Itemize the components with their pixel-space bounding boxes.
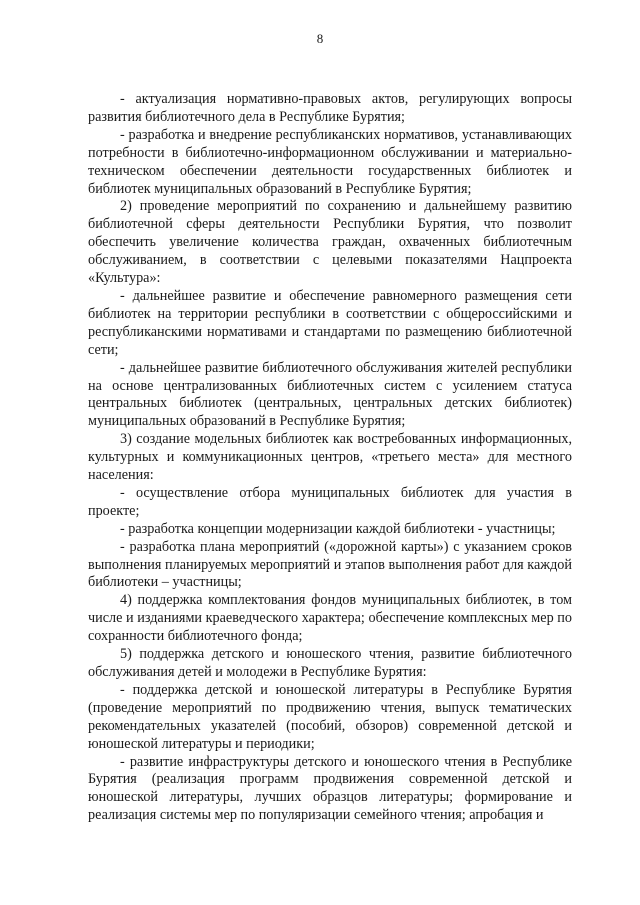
paragraph: - разработка плана мероприятий («дорожной карты») с указанием сроков выполнения планируемых мероприятий и этапов выполнения работ для каждой библиотеки – участницы;	[88, 538, 572, 591]
paragraph: - дальнейшее развитие и обеспечение равномерного размещения сети библиотек на территории республики в соответствии с общероссийскими и республиканскими нормативами и стандартами по размещению библиотечной сети;	[88, 287, 572, 358]
paragraph: 2) проведение мероприятий по сохранению и дальнейшему развитию библиотечной сферы деятельности Республики Бурятия, что позволит обеспечить увеличение количества граждан, охваченных библиотечным обслуживанием, в соответствии с целевыми показателями Нацпроекта «Культура»:	[88, 198, 572, 287]
paragraph: - дальнейшее развитие библиотечного обслуживания жителей республики на основе централизованных библиотечных систем с усилением статуса центральных библиотек (центральных, центральных детских библиотек) муниципальных образований в Республике Бурятия;	[88, 359, 572, 430]
paragraph: - разработка и внедрение республиканских нормативов, устанавливающих потребности в библиотечно-информационном обслуживании и материально-техническом обеспечении деятельности государственных библиотек и библиотек муниципальных образований в Республике Бурятия;	[88, 126, 572, 197]
paragraph: - актуализация нормативно-правовых актов, регулирующих вопросы развития библиотечного дела в Республике Бурятия;	[88, 91, 572, 125]
paragraph: - поддержка детской и юношеской литературы в Республике Бурятия (проведение мероприятий по продвижению чтения, выпуск тематических рекомендательных указателей (пособий, обзоров) современной детской и юношеской литературы и периодики;	[88, 681, 572, 752]
paragraph: - развитие инфраструктуры детского и юношеского чтения в Республике Бурятия (реализация программ продвижения современной детской и юношеской литературы, лучших образцов литературы; формирование и реализация системы мер по популяризации семейного чтения; апробация и	[88, 753, 572, 824]
paragraph: - осуществление отбора муниципальных библиотек для участия в проекте;	[88, 484, 572, 519]
paragraph: - разработка концепции модернизации каждой библиотеки - участницы;	[120, 520, 556, 537]
page-number: 8	[316, 31, 324, 46]
document-body	[88, 91, 572, 825]
paragraph: 4) поддержка комплектования фондов муниципальных библиотек, в том числе и изданиями краеведческого характера; обеспечение комплексных мер по сохранности библиотечного фонда;	[88, 592, 572, 645]
paragraph: 5) поддержка детского и юношеского чтения, развитие библиотечного обслуживания детей и молодежи в Республике Бурятия:	[88, 646, 572, 680]
paragraph: 3) создание модельных библиотек как востребованных информационных, культурных и коммуникационных центров, «третьего места» для местного населения:	[88, 431, 572, 484]
